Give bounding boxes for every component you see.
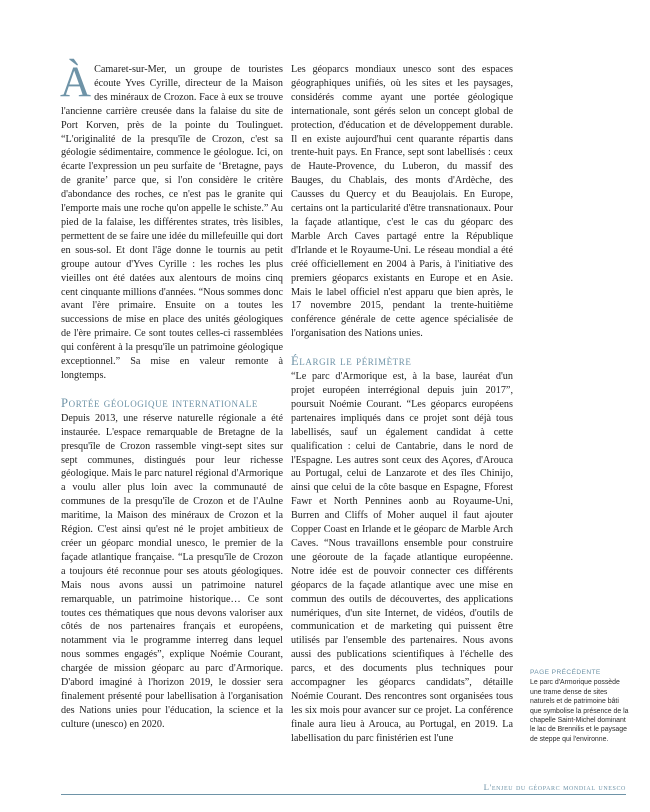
drop-cap: À <box>60 59 92 106</box>
body-paragraph: Depuis 2013, une réserve naturelle régionale a été instaurée. L'espace remarquable de Bretagne de la presqu'île de Crozon rassemble vingt-sept sites sur sept communes, distingués pour leur richesse géologique. Mais le parc naturel régional d'Armorique a voulu aller plus loin avec la communauté de communes de la presqu'île de Crozon et de l'Aulne maritime, la Maison des minéraux de Crozon et la Région. C'est ainsi qu'est né le projet ambitieux de créer un géoparc mondial unesco, le premier de la façade atlantique française. “La presqu'île de Crozon a toujours été reconnue pour ses atouts géologiques. Mais nous avons aussi un patrimoine naturel remarquable, un patrimoine historique… Ce sont toutes ces thématiques que nous devons valoriser aux côtés de nos partenaires français et européens, notamment via le programme interreg dans lequel nous sommes engagés”, explique Noémie Courant, chargée de mission géoparc au parc d'Armorique. D'abord imaginé à l'horizon 2019, le dossier sera finalement présenté pour labellisation à l'organisation des Nations unies pour l'éducation, la science et la culture (unesco) en 2020. <box>61 412 283 730</box>
section-heading-elargir: Élargir le périmètre <box>291 354 412 369</box>
article-column-left <box>60 59 283 732</box>
article-column-right <box>291 63 513 746</box>
section-heading-portee: Portée géologique internationale <box>61 395 258 410</box>
body-paragraph: “Le parc d'Armorique est, à la base, lauréat d'un projet européen interrégional depuis juin 2017”, poursuit Noémie Courant. “Les géoparcs européens partenaires impliqués dans ce projet sont déjà tous labellisés, sauf un également candidat à cette qualification : celui de Cantabrie, dans le nord de l'Espagne. Les autres sont ceux des Açores, d'Arouca au Portugal, celui de Lanzarote et des îles Chinijo, ainsi que celui de la côte basque en Espagne, Fforest Fawr et North Pennines aonb au Royaume-Uni, Burren and Cliffs of Moher auquel il faut ajouter Copper Coast en Irlande et le géoparc de Marble Arch Caves. “Nous travaillons ensemble pour construire une géoroute de la façade atlantique européenne. Notre idée est de pouvoir connecter ces différents géoparcs de la façade atlantique avec une mise en commun des outils de découvertes, des applications numériques, d'un site Internet, de vidéos, d'outils de communication et de marketing qui puissent être utilisés par l'ensemble des partenaires. Nous avons aussi des publications scientifiques à l'échelle des parcs, et des documents plus techniques pour accompagner les géoparcs candidats”, détaille Noémie Courant. Des rencontres sont organisées tous les six mois pour avancer sur ce projet. La conférence finale aura lieu à Arouca, au Portugal, en 2019. La labellisation du parc finistérien est l'une <box>291 371 513 744</box>
caption-label: PAGE PRÉCÉDENTE <box>530 669 601 676</box>
intro-paragraph <box>60 59 283 383</box>
intro-paragraph-text: Camaret-sur-Mer, un groupe de touristes écoute Yves Cyrille, directeur de la Maison des minéraux de Crozon. Face à eux se trouve l'ancienne carrière creusée dans la falaise du site de Port Korven, près de la pointe du Toulinguet. “L'originalité de la presqu'île de Crozon, c'est sa géologie sédimentaire, commence le géologue. Ici, on écarte l'expression un peu surfaite de ‘Bretagne, pays de granite’ parce que, si l'on considère le critère d'abondance des roches, ce n'est pas le granite qui l'emporte mais une roche qu'on appelle le schiste.” Au pied de la falaise, les différentes strates, très lisibles, permettent de se faire une idée du millefeuille qui dort en sous-sol. Et dont l'âge donne le tournis au petit groupe autour d'Yves Cyrille : les roches les plus vieilles ont été datées aux alentours de moins cinq cent cinquante millions d'années. “Nous sommes donc avant l'ère primaire. Ensuite on a toutes les successions de mise en place des unités géologiques de l'ère primaire. Ce sont toutes celles-ci rassemblées qui confèrent à la presqu'île un patrimoine géologique exceptionnel.” Sa mise en valeur remonte à longtemps. <box>61 64 283 381</box>
photo-caption <box>530 668 630 744</box>
body-paragraph: Les géoparcs mondiaux unesco sont des espaces géographiques unifiés, où les sites et les paysages, considérés comme ayant une portée géologique internationale, sont gérés selon un concept global de protection, d'éducation et de développement durable. Il en existe aujourd'hui cent quarante répartis dans trente-huit pays. En France, sept sont labellisés : ceux de Haute-Provence, du Luberon, du massif des Bauges, du Chablais, des monts d'Ardèche, des Causses du Quercy et du Beaujolais. En Europe, certains ont la particularité d'être transnationaux. Pour la façade atlantique, c'est le cas du géoparc des Marble Arch Caves partagé entre la République d'Irlande et le Royaume-Uni. Le réseau mondial a été créé officiellement en 2004 à Paris, à l'initiative des premiers géoparcs existants en Europe et en Asie. Mais le label officiel n'est apparu que bien après, le 17 novembre 2015, pendant la trente-huitième conférence générale de cette agence spécialisée de l'organisation des Nations unies. <box>291 64 513 340</box>
running-title: L'enjeu du géoparc mondial unesco <box>478 782 626 792</box>
footer-rule <box>61 794 626 795</box>
caption-text: Le parc d'Armorique possède une trame dense de sites naturels et de patrimoine bâti que symbolise la présence de la chapelle Saint-Michel dominant le lac de Brennilis et le paysage de steppe qui l'environne. <box>530 679 629 743</box>
